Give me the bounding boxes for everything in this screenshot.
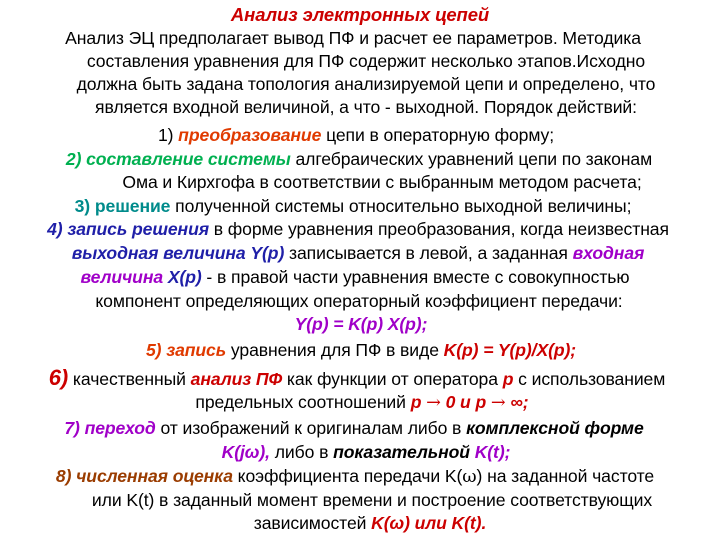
- intro-line-4: [6, 96, 720, 119]
- step-7-number: 7): [64, 418, 85, 438]
- intro-line-1: [0, 27, 713, 50]
- step-5-text: уравнения для ПФ в виде: [226, 340, 444, 360]
- step-2-text-2: Ома и Кирхгофа в соответствии с выбранным методом расчета;: [122, 172, 642, 192]
- input-keyword-2: величина: [80, 267, 168, 287]
- k-t: K(t);: [469, 442, 511, 462]
- step-8-text-3: или K(t) в заданный момент времени и построение соответствующих: [91, 490, 653, 510]
- step-1: [0, 124, 716, 147]
- omega-symbol: ω: [462, 467, 477, 487]
- intro-line-3: [6, 73, 720, 96]
- formula-1: Y(p) = K(p) X(p);: [294, 314, 428, 334]
- formula-2: K(p) = Y(p)/X(p);: [443, 340, 577, 360]
- step-4-keyword: запись решения: [67, 219, 209, 239]
- intro-text-2: составления уравнения для ПФ содержит несколько этапов.Исходно: [86, 51, 646, 71]
- step-4-text-4: компонент определяющих операторный коэффициент передачи:: [95, 291, 623, 311]
- step-6-number: 6): [48, 365, 69, 390]
- intro-text-4: является входной величиной, а что - выходной. Порядок действий:: [95, 97, 637, 117]
- step-8-line-1: [0, 465, 715, 489]
- output-keyword: выходная величина: [71, 243, 251, 263]
- step-3-number: 3): [74, 196, 95, 216]
- step-2-line-1: [0, 148, 719, 171]
- slide-title: [0, 3, 720, 26]
- final-formula: K(ω) или K(t).: [371, 513, 487, 533]
- step-3-keyword: решение: [94, 196, 171, 216]
- step-8-line-2: [12, 489, 720, 512]
- limit-1-p: p: [410, 392, 427, 412]
- intro-text-1: Анализ ЭЦ предполагает вывод ПФ и расчет ее параметров. Методика: [65, 28, 641, 48]
- step-3: [0, 195, 713, 218]
- step-2-number: 2): [65, 149, 87, 169]
- step-4-text-2: записывается в левой, а заданная: [284, 243, 573, 263]
- step-3-text: полученной системы относительно выходной величины;: [170, 196, 632, 216]
- exponential-form-label: показательной: [333, 442, 470, 462]
- step-1-text: цепи в операторную форму;: [321, 125, 555, 145]
- k-jw: K(jω),: [221, 442, 270, 462]
- step-7-text: от изображений к оригиналам либо в: [155, 418, 467, 438]
- step-6-line-2: [2, 391, 720, 415]
- limit-2-value: ∞;: [505, 392, 529, 412]
- step-1-number: 1): [157, 125, 179, 145]
- step-7-keyword: переход: [84, 418, 156, 438]
- arrow-icon: →: [426, 393, 441, 413]
- step-4-line-4: [0, 290, 719, 313]
- step-2-line-2: [22, 171, 720, 194]
- step-6-text: качественный: [68, 369, 191, 389]
- step-5-keyword: запись: [166, 340, 227, 360]
- step-5-number: 5): [145, 340, 167, 360]
- step-4-text-3: - в правой части уравнения вместе с совокупностью: [201, 267, 630, 287]
- intro-line-2: [6, 50, 720, 73]
- step-8-line-3: [10, 512, 720, 535]
- step-7-line-1: [0, 417, 714, 440]
- step-7-line-2: [6, 441, 720, 464]
- step-7-text-2: либо в: [269, 442, 334, 462]
- step-6-text-2: как функции от оператора: [282, 369, 503, 389]
- step-4-number: 4): [47, 219, 68, 239]
- input-symbol: X(p): [167, 267, 202, 287]
- step-6-line-1: [0, 366, 717, 391]
- title-text: Анализ электронных цепей: [230, 4, 490, 25]
- complex-form-label: комплексной форме: [466, 418, 644, 438]
- step-5: [1, 339, 720, 362]
- limit-1-value: 0 и p: [440, 392, 491, 412]
- output-symbol: Y(p): [250, 243, 285, 263]
- step-4-line-2: [0, 242, 718, 265]
- operator-p: p: [502, 369, 514, 389]
- step-1-keyword: преобразование: [178, 125, 322, 145]
- step-8-keyword: численная оценка: [76, 466, 233, 486]
- step-8-text-4: зависимостей: [253, 513, 372, 533]
- step-8-text-2: ) на заданной частоте: [476, 466, 655, 486]
- step-6-text-3: с использованием: [513, 369, 666, 389]
- step-8-number: 8): [55, 466, 77, 486]
- input-keyword: входная: [572, 243, 645, 263]
- step-6-keyword: анализ ПФ: [190, 369, 283, 389]
- step-4-line-1: [0, 218, 718, 241]
- step-2-keyword: составление системы: [86, 149, 291, 169]
- step-4-text: в форме уравнения преобразования, когда неизвестная: [208, 219, 669, 239]
- step-6-text-4: предельных соотношений: [195, 392, 411, 412]
- step-8-text: коэффициента передачи K(: [232, 466, 463, 486]
- step-2-text: алгебраических уравнений цепи по законам: [290, 149, 653, 169]
- step-4-line-3: [0, 266, 715, 289]
- intro-text-3: должна быть задана топология анализируемой цепи и определено, что: [76, 74, 656, 94]
- step-4-formula: [1, 313, 720, 336]
- arrow-icon: →: [490, 393, 506, 413]
